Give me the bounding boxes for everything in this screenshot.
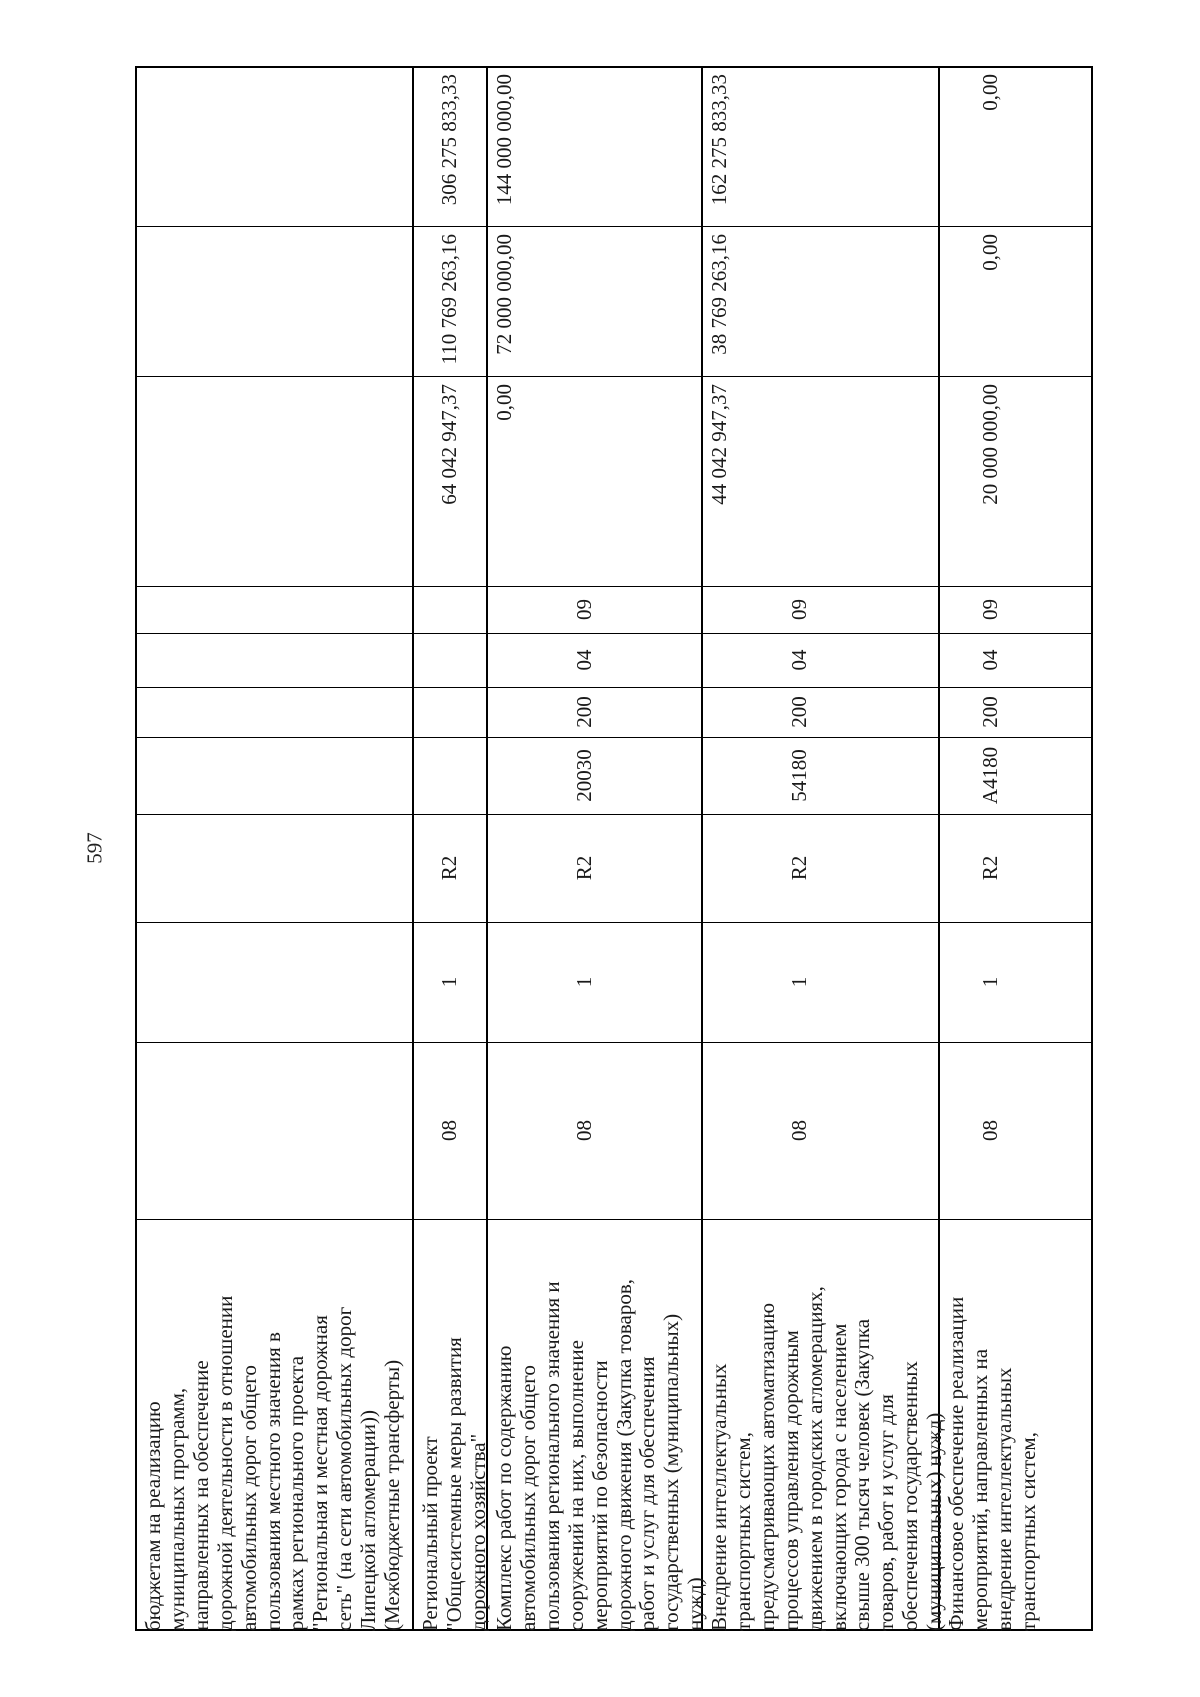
column-border <box>702 922 939 923</box>
row-description-line: Липецкой агломерации)) <box>356 1410 381 1631</box>
row-description-line: товаров, работ и услуг для <box>874 1394 899 1631</box>
row-description-line: включающих города с населением <box>826 1323 851 1631</box>
column-border <box>136 922 413 923</box>
column-border <box>939 226 1092 227</box>
code-cell-c2: 1 <box>572 976 596 988</box>
row-description-line: государственных (муниципальных) <box>659 1313 684 1631</box>
code-cell-c3: R2 <box>437 855 461 881</box>
row-description-line: процессов управления дорожным <box>778 1330 803 1631</box>
column-border <box>487 226 702 227</box>
column-border <box>702 737 939 738</box>
amount-cell-v1: 44 042 947,37 <box>707 384 731 505</box>
column-border <box>939 922 1092 923</box>
row-description-line: транспортных систем, <box>730 1432 755 1631</box>
column-border <box>136 376 413 377</box>
row-description-line: пользования местного значения в <box>260 1332 285 1631</box>
code-cell-c2: 1 <box>978 976 1002 988</box>
row-description-line: работ и услуг для обеспечения <box>635 1356 660 1631</box>
row-description-line: дорожной деятельности в отношении <box>212 1295 237 1631</box>
column-border <box>702 376 939 377</box>
amount-cell-v1: 0,00 <box>492 384 516 421</box>
amount-cell-v2: 110 769 263,16 <box>437 234 461 365</box>
row-description-line: свыше 300 тысяч человек (Закупка <box>850 1318 875 1631</box>
column-border <box>413 687 487 688</box>
code-cell-c6: 04 <box>787 649 811 671</box>
row-description-line: автомобильных дорог общего <box>236 1365 261 1631</box>
column-border <box>939 687 1092 688</box>
code-cell-c4: А4180 <box>978 746 1002 805</box>
column-border <box>939 376 1092 377</box>
row-border <box>135 66 137 1631</box>
column-border <box>136 814 413 815</box>
code-cell-c6: 04 <box>572 649 596 671</box>
row-description-line: Региональный проект <box>418 1436 442 1631</box>
row-description-line: сеть" (на сети автомобильных дорог <box>332 1306 357 1631</box>
row-border <box>1091 66 1093 1631</box>
table-border <box>136 66 1092 68</box>
code-cell-c1: 08 <box>572 1120 596 1141</box>
column-border <box>136 737 413 738</box>
column-border <box>702 633 939 634</box>
code-cell-c4: 20030 <box>572 749 596 802</box>
row-description-line: Финансовое обеспечение реализации <box>944 1296 968 1631</box>
column-border <box>413 737 487 738</box>
column-border <box>702 226 939 227</box>
amount-cell-v2: 38 769 263,16 <box>707 234 731 355</box>
column-border <box>413 633 487 634</box>
row-description-line: обеспечения государственных <box>898 1361 923 1631</box>
column-border <box>702 814 939 815</box>
code-cell-c1: 08 <box>787 1120 811 1141</box>
column-border <box>136 687 413 688</box>
amount-cell-v3: 162 275 833,33 <box>707 74 731 206</box>
amount-cell-v3: 144 000 000,00 <box>492 74 516 206</box>
code-cell-c4: 54180 <box>787 749 811 802</box>
row-description-line: Внедрение интеллектуальных <box>707 1363 731 1631</box>
row-description-line: "Общесистемные меры развития <box>441 1337 466 1631</box>
column-border <box>939 633 1092 634</box>
code-cell-c2: 1 <box>437 976 461 988</box>
column-border <box>702 586 939 587</box>
budget-table <box>136 66 1092 1631</box>
code-cell-c5: 200 <box>787 696 811 728</box>
code-cell-c1: 08 <box>437 1120 461 1141</box>
code-cell-c3: R2 <box>572 855 596 881</box>
row-description-line: бюджетам на реализацию <box>141 1401 165 1631</box>
row-description-line: сооружений на них, выполнение <box>563 1340 588 1631</box>
column-border <box>939 737 1092 738</box>
code-cell-c5: 200 <box>978 696 1002 728</box>
amount-cell-v1: 20 000 000,00 <box>978 384 1002 505</box>
amount-cell-v2: 72 000 000,00 <box>492 234 516 355</box>
column-border <box>136 633 413 634</box>
amount-cell-v3: 306 275 833,33 <box>437 74 461 206</box>
amount-cell-v3: 0,00 <box>978 74 1002 111</box>
code-cell-c3: R2 <box>978 855 1002 881</box>
column-border <box>939 1042 1092 1043</box>
column-border <box>702 687 939 688</box>
row-description-line: предусматривающих автоматизацию <box>754 1302 779 1631</box>
code-cell-c2: 1 <box>787 976 811 988</box>
code-cell-c7: 09 <box>978 599 1002 620</box>
row-description-line: мероприятий по безопасности <box>587 1360 612 1631</box>
code-cell-c5: 200 <box>572 696 596 728</box>
row-description-line: направленных на обеспечение <box>188 1360 213 1631</box>
code-cell-c6: 04 <box>978 649 1002 671</box>
row-description-line: (Межбюджетные трансферты) <box>380 1359 404 1631</box>
row-description-line: пользования регионального значения и <box>539 1281 564 1631</box>
row-description-line: "Региональная и местная дорожная <box>308 1315 333 1631</box>
code-cell-c7: 09 <box>787 599 811 620</box>
row-description-line: внедрение интеллектуальных <box>991 1367 1016 1631</box>
row-description-line: транспортных систем, <box>1015 1432 1040 1631</box>
row-border <box>412 66 414 1631</box>
column-border <box>702 1042 939 1043</box>
amount-cell-v2: 0,00 <box>978 234 1002 271</box>
row-description-line: дорожного хозяйства" <box>465 1433 490 1631</box>
column-border <box>136 1042 413 1043</box>
row-description-line: мероприятий, направленных на <box>967 1348 992 1631</box>
column-border <box>413 586 487 587</box>
column-border <box>487 376 702 377</box>
row-description-line: движением в городских агломерациях, <box>802 1286 827 1631</box>
column-border <box>136 226 413 227</box>
row-description-line: (муниципальных) нужд) <box>922 1412 947 1631</box>
row-description-line: Комплекс работ по содержанию <box>492 1345 516 1631</box>
row-description-line: муниципальных программ, <box>164 1387 189 1631</box>
row-description-line: нужд) <box>683 1577 708 1631</box>
column-border <box>939 814 1092 815</box>
column-border <box>136 586 413 587</box>
code-cell-c3: R2 <box>787 855 811 881</box>
amount-cell-v1: 64 042 947,37 <box>437 384 461 505</box>
row-description-line: дорожного движения (Закупка товаров, <box>611 1279 636 1631</box>
row-description-line: автомобильных дорог общего <box>515 1365 540 1631</box>
page-number: 597 <box>82 832 107 864</box>
row-description-line: рамках регионального проекта <box>284 1355 309 1631</box>
column-border <box>939 586 1092 587</box>
code-cell-c7: 09 <box>572 599 596 620</box>
code-cell-c1: 08 <box>978 1120 1002 1141</box>
